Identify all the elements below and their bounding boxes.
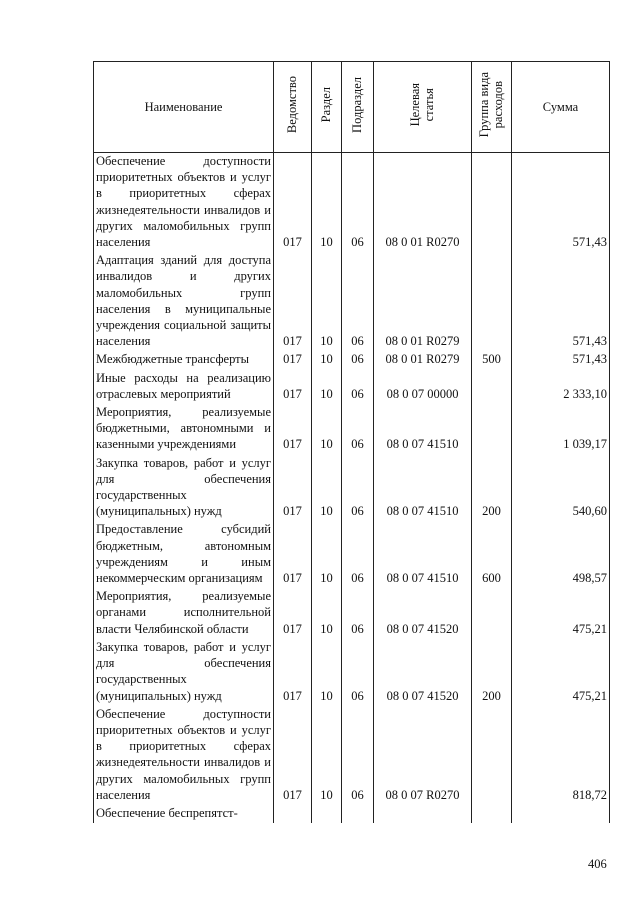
cell-vedomstvo: 017 (274, 351, 312, 369)
cell-razdel: 10 (312, 639, 342, 706)
cell-podrazdel: 06 (342, 706, 374, 805)
header-summa: Сумма (512, 62, 610, 153)
table-row (94, 351, 610, 369)
header-gruppa-vida-rashodov: Группа вида расходов (472, 62, 512, 153)
cell-celevaya-statya: 08 0 07 41510 (374, 455, 472, 522)
header-vedomstvo: Ведомство (274, 62, 312, 153)
table-header-row (94, 62, 610, 153)
cell-vedomstvo: 017 (274, 588, 312, 639)
cell-summa: 475,21 (512, 639, 610, 706)
table-row (94, 805, 610, 823)
header-razdel: Раздел (312, 62, 342, 153)
cell-vedomstvo: 017 (274, 521, 312, 588)
header-celevaya-statya: Целевая статья (374, 62, 472, 153)
cell-summa: 475,21 (512, 588, 610, 639)
table-row (94, 404, 610, 455)
cell-name: Адаптация зданий для доступа инвалидов и других маломобильных групп населения в муниципальные учреждения социальной защиты населения (94, 252, 274, 351)
cell-celevaya-statya: 08 0 01 R0270 (374, 153, 472, 253)
cell-vedomstvo (274, 805, 312, 823)
cell-razdel (312, 805, 342, 823)
cell-razdel: 10 (312, 351, 342, 369)
cell-name: Иные расходы на реализацию отраслевых мероприятий (94, 370, 274, 404)
cell-summa: 498,57 (512, 521, 610, 588)
cell-podrazdel: 06 (342, 521, 374, 588)
cell-name: Обеспечение доступности приоритетных объектов и услуг в приоритетных сферах жизнедеятельности инвалидов и других маломобильных групп населения (94, 706, 274, 805)
cell-summa: 571,43 (512, 351, 610, 369)
cell-celevaya-statya (374, 805, 472, 823)
table-row (94, 455, 610, 522)
cell-vedomstvo: 017 (274, 404, 312, 455)
cell-summa: 571,43 (512, 252, 610, 351)
cell-razdel: 10 (312, 521, 342, 588)
cell-gruppa-vida: 600 (472, 521, 512, 588)
cell-celevaya-statya: 08 0 07 41510 (374, 521, 472, 588)
cell-summa: 1 039,17 (512, 404, 610, 455)
cell-summa: 571,43 (512, 153, 610, 253)
table-row (94, 706, 610, 805)
cell-razdel: 10 (312, 455, 342, 522)
cell-name: Обеспечение беспрепятст- (94, 805, 274, 823)
cell-name: Мероприятия, реализуемые органами исполнительной власти Челябинской области (94, 588, 274, 639)
cell-podrazdel: 06 (342, 252, 374, 351)
cell-celevaya-statya: 08 0 07 00000 (374, 370, 472, 404)
cell-razdel: 10 (312, 252, 342, 351)
table-row (94, 588, 610, 639)
cell-name: Закупка товаров, работ и услуг для обеспечения государственных (муниципальных) нужд (94, 639, 274, 706)
cell-vedomstvo: 017 (274, 252, 312, 351)
cell-gruppa-vida: 500 (472, 351, 512, 369)
cell-podrazdel: 06 (342, 455, 374, 522)
cell-name: Обеспечение доступности приоритетных объектов и услуг в приоритетных сферах жизнедеятельности инвалидов и других маломобильных групп населения (94, 153, 274, 253)
cell-razdel: 10 (312, 588, 342, 639)
table-row (94, 153, 610, 253)
cell-celevaya-statya: 08 0 01 R0279 (374, 252, 472, 351)
cell-razdel: 10 (312, 404, 342, 455)
page-number: 406 (588, 857, 607, 871)
header-name: Наименование (94, 62, 274, 153)
cell-gruppa-vida (472, 706, 512, 805)
cell-gruppa-vida (472, 153, 512, 253)
cell-summa: 2 333,10 (512, 370, 610, 404)
cell-name: Закупка товаров, работ и услуг для обеспечения государственных (муниципальных) нужд (94, 455, 274, 522)
budget-table (93, 61, 610, 823)
cell-celevaya-statya: 08 0 01 R0279 (374, 351, 472, 369)
cell-podrazdel: 06 (342, 639, 374, 706)
cell-summa: 540,60 (512, 455, 610, 522)
cell-gruppa-vida: 200 (472, 455, 512, 522)
cell-gruppa-vida (472, 370, 512, 404)
table-row (94, 639, 610, 706)
cell-name: Предоставление субсидий бюджетным, автономным учреждениям и иным некоммерческим организациям (94, 521, 274, 588)
cell-gruppa-vida (472, 252, 512, 351)
cell-vedomstvo: 017 (274, 639, 312, 706)
cell-gruppa-vida (472, 805, 512, 823)
cell-celevaya-statya: 08 0 07 41510 (374, 404, 472, 455)
cell-razdel: 10 (312, 370, 342, 404)
cell-podrazdel: 06 (342, 153, 374, 253)
cell-podrazdel: 06 (342, 351, 374, 369)
cell-celevaya-statya: 08 0 07 41520 (374, 588, 472, 639)
table-row (94, 370, 610, 404)
table-row (94, 252, 610, 351)
cell-celevaya-statya: 08 0 07 R0270 (374, 706, 472, 805)
cell-podrazdel: 06 (342, 588, 374, 639)
cell-vedomstvo: 017 (274, 706, 312, 805)
cell-podrazdel: 06 (342, 370, 374, 404)
cell-summa (512, 805, 610, 823)
cell-vedomstvo: 017 (274, 455, 312, 522)
cell-razdel: 10 (312, 153, 342, 253)
table-body (94, 153, 610, 824)
cell-gruppa-vida: 200 (472, 639, 512, 706)
table-row (94, 521, 610, 588)
cell-celevaya-statya: 08 0 07 41520 (374, 639, 472, 706)
cell-name: Межбюджетные трансферты (94, 351, 274, 369)
header-podrazdel: Подраздел (342, 62, 374, 153)
cell-summa: 818,72 (512, 706, 610, 805)
cell-vedomstvo: 017 (274, 153, 312, 253)
cell-name: Мероприятия, реализуемые бюджетными, автономными и казенными учреждениями (94, 404, 274, 455)
cell-razdel: 10 (312, 706, 342, 805)
cell-gruppa-vida (472, 404, 512, 455)
cell-gruppa-vida (472, 588, 512, 639)
cell-podrazdel: 06 (342, 404, 374, 455)
cell-podrazdel (342, 805, 374, 823)
cell-vedomstvo: 017 (274, 370, 312, 404)
